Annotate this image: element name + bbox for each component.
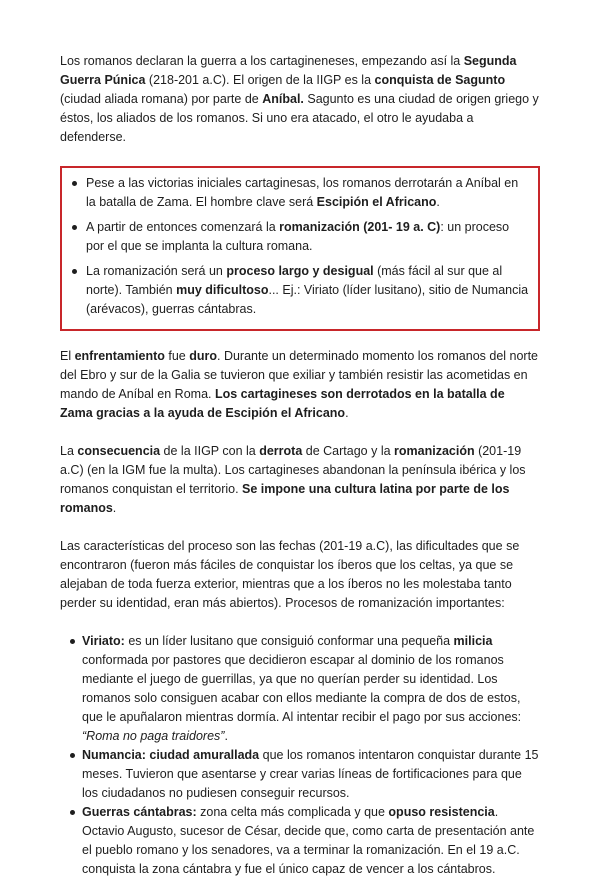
text-run: es un líder lusitano que consiguió conformar una pequeña — [124, 634, 454, 648]
text-run: Sagunto es una ciudad de origen griego y éstos, los aliados de los romanos. Si uno era atacado, el otro le ayudaba a defenderse. — [60, 92, 539, 144]
text-run: A partir de entonces comenzará la — [86, 220, 280, 234]
bullet-icon — [72, 225, 77, 230]
text-run: de Cartago y la — [302, 444, 395, 458]
text-run: ... Ej.: Viriato (líder lusitano), sitio de Numancia (arévacos), guerras cántabras. — [86, 283, 529, 316]
list-item — [70, 262, 530, 319]
text-run: Pese a las victorias iniciales cartaginesas, los romanos derrotarán a Aníbal en la batalla de Zama. El hombre clave será — [86, 176, 519, 209]
text-run: El — [60, 349, 75, 363]
bullet-icon — [70, 810, 75, 815]
bold-run: romanización (201- 19 a. C) — [279, 220, 441, 234]
text-run: fue — [164, 349, 190, 363]
document-page — [60, 52, 540, 879]
bold-run: derrota — [259, 444, 303, 458]
bold-run: proceso largo y desigual — [226, 264, 374, 278]
bold-run: muy dificultoso — [176, 283, 269, 297]
bullet-icon — [72, 181, 77, 186]
bold-run: consecuencia — [77, 444, 161, 458]
romanization-process-list — [60, 632, 540, 879]
text-run: (201-19 a.C) (en la IGM fue la multa). Los cartagineses abandonan la península ibérica y los romanos conquistan el territorio. — [60, 444, 526, 496]
bold-run: conquista de Sagunto — [374, 73, 506, 87]
text-run: . Octavio Augusto, sucesor de César, decide que, como carta de presentación ante el pueblo romano y los senadores, va a terminar la romanización. En el 19 a.C. conquista la zona cántabra y fue el único capaz de vencer a los cántabros. — [82, 805, 535, 876]
text-run: . — [112, 501, 117, 515]
bullet-icon — [70, 639, 75, 644]
text-run: (218-201 a.C). El origen de la IIGP es la — [145, 73, 375, 87]
text-run: de la IIGP con la — [160, 444, 260, 458]
list-item — [70, 218, 530, 256]
bullet-icon — [72, 269, 77, 274]
consecuencia-paragraph — [60, 442, 540, 518]
text-run: . — [345, 406, 349, 420]
caracteristicas-paragraph: Las características del proceso son las fechas (201-19 a.C), las dificultades que se encontraron (fueron más fáciles de conquistar los íberos que los celtas, ya que se alejaban de toda fuerza exterior, mientras que a los íberos no les molestaba tanto perder su identidad, eran más abiertos). Procesos de romanización importantes: — [60, 539, 520, 610]
bold-run: Se impone una cultura latina por parte de los romanos — [60, 482, 510, 515]
bold-run: milicia — [453, 634, 493, 648]
text-run: . — [224, 729, 228, 743]
bold-run: enfrentamiento — [74, 349, 165, 363]
bold-run: Escipión el Africano — [316, 195, 437, 209]
list-item — [70, 174, 530, 212]
text-run: Los romanos declaran la guerra a los cartagineneses, empezando así la — [60, 54, 464, 68]
text-run: (más fácil al sur que al norte). También — [86, 264, 503, 297]
bold-run: Guerras cántabras: — [82, 805, 197, 819]
bold-run: duro — [189, 349, 217, 363]
text-run: : un proceso por el que se implanta la cultura romana. — [86, 220, 510, 253]
text-run: . — [436, 195, 440, 209]
text-run: zona celta más complicada y que — [196, 805, 389, 819]
bold-run: Los cartagineses son derrotados en la batalla de Zama gracias a la ayuda de Escipión el Africano — [60, 387, 505, 420]
text-run: La romanización será un — [86, 264, 227, 278]
bold-run: Numancia: ciudad amurallada — [82, 748, 260, 762]
highlight-list — [70, 174, 530, 319]
bold-run: Segunda Guerra Púnica — [60, 54, 517, 87]
bold-run: romanización — [394, 444, 475, 458]
bold-run: Viriato: — [82, 634, 125, 648]
italic-run: “Roma no paga traidores” — [82, 729, 225, 743]
intro-paragraph — [60, 52, 540, 147]
text-run: conformada por pastores que decidieron escapar al dominio de los romanos mediante el juego de guerrillas, ya que no querían perder su identidad. Los romanos solo consiguen acabar con ellos mediante la compra de dos de estos, que le apuñalaron mientras dormía. Al intentar recibir el pago por sus acciones: — [82, 653, 522, 724]
text-run: La — [60, 444, 78, 458]
text-run: que los romanos intentaron conquistar durante 15 meses. Tuvieron que asentarse y crear varias líneas de fortificaciones para que los ciudadanos no pudiesen conseguir recursos. — [82, 748, 539, 800]
list-item — [60, 803, 540, 879]
bold-run: Aníbal. — [262, 92, 304, 106]
text-run: (ciudad aliada romana) por parte de — [60, 92, 263, 106]
highlight-box — [60, 166, 540, 331]
text-run: . Durante un determinado momento los romanos del norte del Ebro y sur de la Galia se tuvieron que exiliar y también resistir las acometidas en mando de Aníbal en Roma. — [60, 349, 539, 401]
list-item — [60, 632, 540, 746]
bold-run: opuso resistencia — [388, 805, 495, 819]
bullet-icon — [70, 753, 75, 758]
enfrentamiento-paragraph — [60, 347, 540, 423]
list-item — [60, 746, 540, 803]
